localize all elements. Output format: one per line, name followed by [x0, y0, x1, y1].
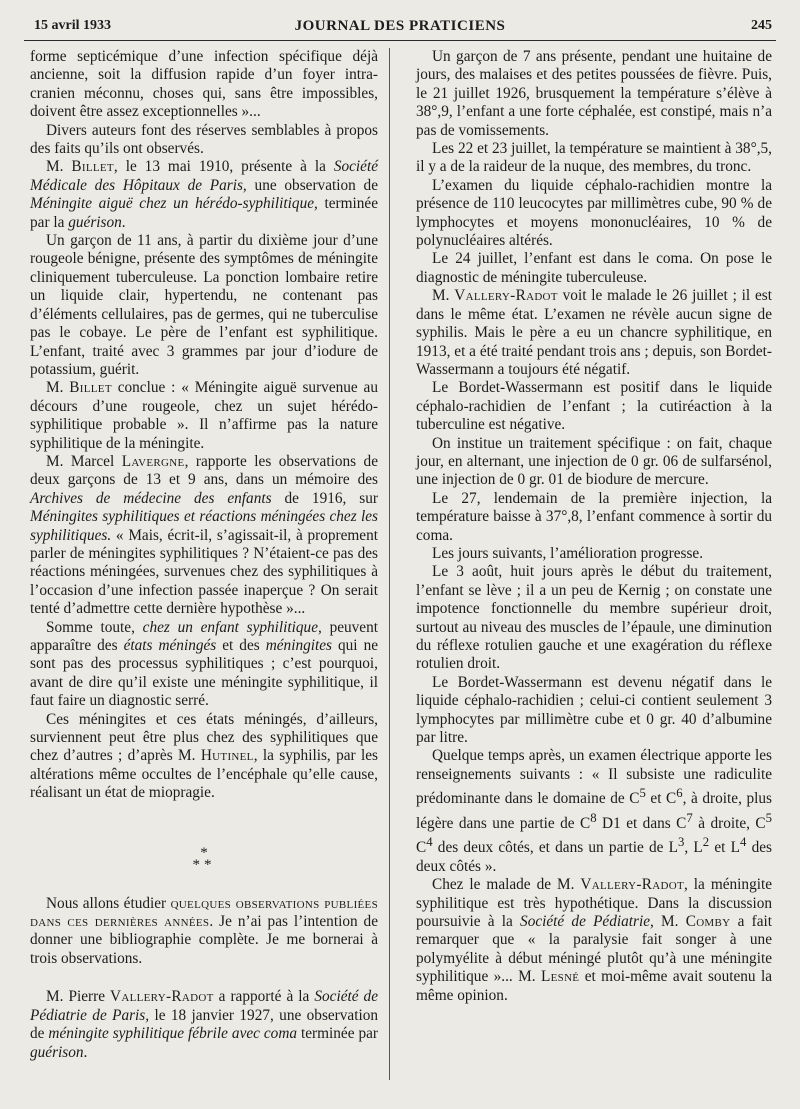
paragraph: Le 3 août, huit jours après le début du traitement, l’enfant se lève ; il a un peu de Kernig ; on constate une impotence fonctionnelle du membre supérieur droit, surtout au niveau des muscles de l’épaule, une diminution du réflexe rotulien gauche et une exagération du réflexe rotulien droit. [416, 563, 772, 673]
society-name: Société de Pédiatrie, [520, 912, 654, 930]
paragraph: Les 22 et 23 juillet, la température se maintient à 38°,5, il y a de la raideur de la nuque, des membres, du tronc. [416, 140, 772, 176]
paragraph: Le Bordet-Wassermann est devenu négatif dans le liquide céphalo-rachidien ; celui-ci contient seulement 3 lymphocytes par millimètre cube et 0 gr. 40 d’albumine par litre. [416, 673, 772, 747]
paragraph: On institue un traitement spécifique : on fait, chaque jour, en alternant, une injection de 0 gr. 06 de sulfarsénol, une injection de 0 gr. 01 de biodure de mercure. [416, 434, 772, 489]
paragraph: Les jours suivants, l’amélioration progresse. [432, 544, 704, 562]
author-name: Vallery-Radot [110, 988, 214, 1006]
paragraph: Somme toute, chez un enfant syphilitique, peuvent apparaître des états méningés et des méningites qui ne sont pas des processus syphilitiques ; c’est pourquoi, avant de dire qu’il existe une méningite syphilitique, il faut faire un diagnostic serré. [30, 618, 379, 710]
paragraph: Chez le malade de M. Vallery-Radot, la méningite syphilitique est très hypothétique. Dans la discussion poursuivie à la Société de Pédiatrie, M. Comby a fait remarquer que « la paralysie fait songer à une polymyélite à début méningé plutôt qu’à une méningite syphilitique »... M. Lesné et moi-même avait soutenu la même opinion. [416, 876, 773, 1004]
paragraph: Le 27, lendemain de la première injection, la température baisse à 37°,8, l’enfant commence à sortir du coma. [416, 489, 772, 544]
journal-reference: Archives de médecine des enfants [30, 489, 272, 507]
author-name: Billet [69, 379, 112, 397]
paragraph: M. Billet, le 13 mai 1910, présente à la Société Médicale des Hôpitaux de Paris, une observation de Méningite aiguë chez un hérédo-syphilitique, terminée par la guérison. [30, 158, 378, 231]
paragraph: forme septicémique d’une infection spécifique déjà ancienne, soit la diffusion rapide d’un foyer intra-cranien méconnu, choses qui, sans être impossibles, doivent être assez exceptionnelles »... [30, 48, 378, 121]
memoir-title: Méningites syphilitiques et réactions méningées chez les syphilitiques. [30, 508, 378, 544]
author-name: Billet [71, 158, 114, 176]
page-number: 245 [751, 18, 772, 33]
paragraph: Un garçon de 11 ans, à partir du dixième jour d’une rougeole bénigne, présente des symptômes de méningite cliniquement tuberculeuse. La ponction lombaire retire un liquide clair, hypertendu, ne contenant pas d’éléments cellulaires, pas de germes, qui ne tuberculise pas le cobaye. Le père de l’enfant est syphilitique. L’enfant, traité avec 3 grammes par jour d’iodure de potassium, guérit. [30, 232, 378, 378]
society-name: Société de Pédiatrie de Paris, [30, 988, 378, 1024]
society-name: Société Médicale des Hôpitaux de Paris, [30, 158, 378, 194]
author-name: Vallery-Radot [580, 876, 684, 894]
case-title: Méningite aiguë chez un hérédo-syphilitique, [30, 195, 318, 213]
case-title: méningite syphilitique fébrile avec coma [48, 1025, 298, 1043]
paragraph: Un garçon de 7 ans présente, pendant une huitaine de jours, des malaises et des petites poussées de fièvre. Puis, le 21 juillet 1926, brusquement la température s’élève à 38°,9, l’enfant a une forte céphalée, est constipé, mais n’a pas de vomissements. [416, 48, 772, 139]
journal-title: JOURNAL DES PRATICIENS [294, 18, 506, 34]
paragraph: Le Bordet-Wassermann est positif dans le liquide céphalo-rachidien de l’enfant ; la cutiréaction à la tuberculine est négative. [416, 379, 772, 434]
paragraph: M. Billet conclue : « Méningite aiguë survenue au décours d’une rougeole, chez un sujet hérédo-syphilitique probable ». Il n’affirme pas la nature syphilitique de la méningite. [30, 379, 378, 452]
author-name: Comby [685, 912, 731, 930]
paragraph: Le 24 juillet, l’enfant est dans le coma. On pose le diagnostic de méningite tuberculeuse. [416, 250, 772, 286]
paragraph: M. Marcel Lavergne, rapporte les observations de deux garçons de 13 et 9 ans, dans un mémoire des Archives de médecine des enfants de 1916, sur Méningites syphilitiques et réactions méningées chez les syphilitiques. « Mais, écrit-il, s’agissait-il, à proprement parler de méningites syphilitiques ? N’étaient-ce pas des réactions méningées, survenues chez des syphilitiques à l’occasion d’une infection passée inaperçue ? On serait tenté d’admettre cette dernière hypothèse »... [30, 452, 378, 618]
author-name: Lesné [540, 968, 580, 986]
page-header [24, 14, 776, 41]
section-separator-asterisks: * ** [192, 844, 216, 873]
column-divider [389, 48, 390, 1080]
author-name: Hutinel [200, 747, 254, 765]
case-outcome: guérison [30, 1043, 84, 1061]
right-column [416, 48, 772, 1005]
author-name: Vallery-Radot [454, 287, 558, 305]
paragraph: Nous allons étudier quelques observations publiées dans ces dernières années. Je n’ai pas l’intention de donner une bibliographie complète. Je me bornerai à trois observations. [30, 894, 379, 967]
header-date: 15 avril 1933 [34, 18, 111, 33]
case-outcome: guérison [68, 213, 122, 231]
paragraph: L’examen du liquide céphalo-rachidien montre la présence de 110 leucocytes par millimètres cube, 90 % de lymphocytes et moyens mononucléaires, 10 % de polynucléaires altérés. [416, 176, 772, 250]
paragraph: M. Vallery-Radot voit le malade le 26 juillet ; il est dans le même état. L’examen ne révèle aucun signe de syphilis. Mais le père a eu un chancre syphilitique, en 1913, et a été traité pendant trois ans ; depuis, son Bordet-Wassermann a toujours été négatif. [416, 287, 773, 378]
paragraph: Divers auteurs font des réserves semblables à propos des faits qu’ils ont observés. [30, 121, 378, 158]
author-name: Lavergne [121, 452, 185, 470]
paragraph: Quelque temps après, un examen électrique apporte les renseignements suivants : « Il subsiste une radiculite prédominante dans le domaine de $C^5$ et $C^6$, à droite, plus légère dans une partie de $C^8$ D1 et dans $C^7$ à droite, $C^5$ $C^4$ des deux côtés, et dans un partie de $L^3$, $L^2$ et $L^4$ des deux côtés ». [416, 747, 772, 875]
paragraph: Ces méningites et ces états méningés, d’ailleurs, surviennent peut être plus chez des syphilitiques que chez d’autres ; d’après M. Hutinel, la syphilis, par les altérations même occultes de l’encéphale qu’elle cause, réalisant un état de miopragie. [30, 710, 378, 802]
left-column [30, 48, 378, 1062]
paragraph: M. Pierre Vallery-Radot a rapporté à la Société de Pédiatrie de Paris, le 18 janvier 1927, une observation de méningite syphilitique fébrile avec coma terminée par guérison. [30, 988, 379, 1061]
